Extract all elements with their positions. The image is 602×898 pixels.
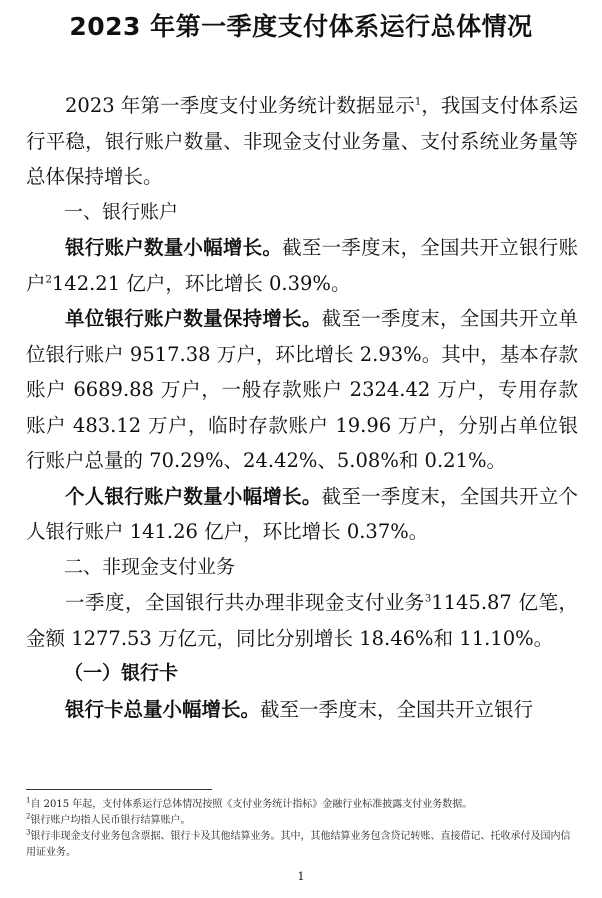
footnote-1: $^1$自 2015 年起，支付体系运行总体情况按照《支付业务统计指标》金融行业标准披露支付业务数据。 bbox=[26, 796, 473, 810]
section-heading-noncash-payments: 二、非现金支付业务 bbox=[64, 555, 236, 578]
footnote-ref-2[interactable]: 2 bbox=[45, 274, 52, 285]
page-title: 2023 年第一季度支付体系运行总体情况 bbox=[69, 12, 533, 41]
footnote-ref-1[interactable]: 1 bbox=[414, 96, 422, 108]
paragraph-corporate-accounts: 单位银行账户数量保持增长。截至一季度末，全国共开立单位银行账户 9517.38 万户，环比增长 2.93%。其中，基本存款账户 6689.88 万户，一般存款账户 2324.42 万户，专用存款账户 483.12 万户，临时存款账户 19.96 万户，分别占单位银行账户总量的 70.29%、24.42%、5.08%和 0.21%。 bbox=[26, 307, 578, 472]
footnotes bbox=[26, 797, 578, 861]
subsection-heading-bank-cards: （一）银行卡 bbox=[64, 662, 179, 684]
footnote-3: $^3$银行非现金支付业务包含票据、银行卡及其他结算业务。其中，其他结算业务包含贷记转账、直接借记、托收承付及国内信用证业务。 bbox=[26, 828, 571, 858]
footnote-2: $^2$银行账户均指人民币银行结算账户。 bbox=[26, 812, 191, 826]
paragraph-personal-accounts: 个人银行账户数量小幅增长。截至一季度末，全国共开立个人银行账户 141.26 亿户，环比增长 0.37%。 bbox=[26, 484, 578, 543]
paragraph-bank-cards: 银行卡总量小幅增长。截至一季度末，全国共开立银行 bbox=[65, 697, 534, 721]
paragraph-noncash-overview: 一季度，全国银行共办理非现金支付业务$^3$1145.87 亿笔，金额 1277.53 万亿元，同比分别增长 18.46%和 11.10%。 bbox=[26, 591, 578, 650]
page-number: 1 bbox=[297, 870, 305, 883]
intro-paragraph: 2023 年第一季度支付业务统计数据显示$^1$，我国支付体系运行平稳，银行账户数量、非现金支付业务量、支付系统业务量等总体保持增长。 bbox=[26, 94, 578, 188]
footnote-divider bbox=[26, 789, 212, 790]
document-body bbox=[26, 88, 578, 727]
paragraph-lead: 银行卡总量小幅增长。 bbox=[65, 697, 261, 721]
footnote-ref-3[interactable]: 3 bbox=[424, 593, 432, 605]
paragraph-lead: 个人银行账户数量小幅增长。 bbox=[65, 484, 322, 508]
paragraph-lead: 单位银行账户数量保持增长。 bbox=[65, 307, 322, 330]
paragraph-bank-accounts-total: 银行账户数量小幅增长。截至一季度末，全国共开立银行账户$^2$142.21 亿户，环比增长 0.39%。 bbox=[26, 236, 578, 295]
section-heading-bank-accounts: 一、银行账户 bbox=[64, 200, 179, 223]
paragraph-lead: 银行账户数量小幅增长。 bbox=[65, 236, 283, 259]
